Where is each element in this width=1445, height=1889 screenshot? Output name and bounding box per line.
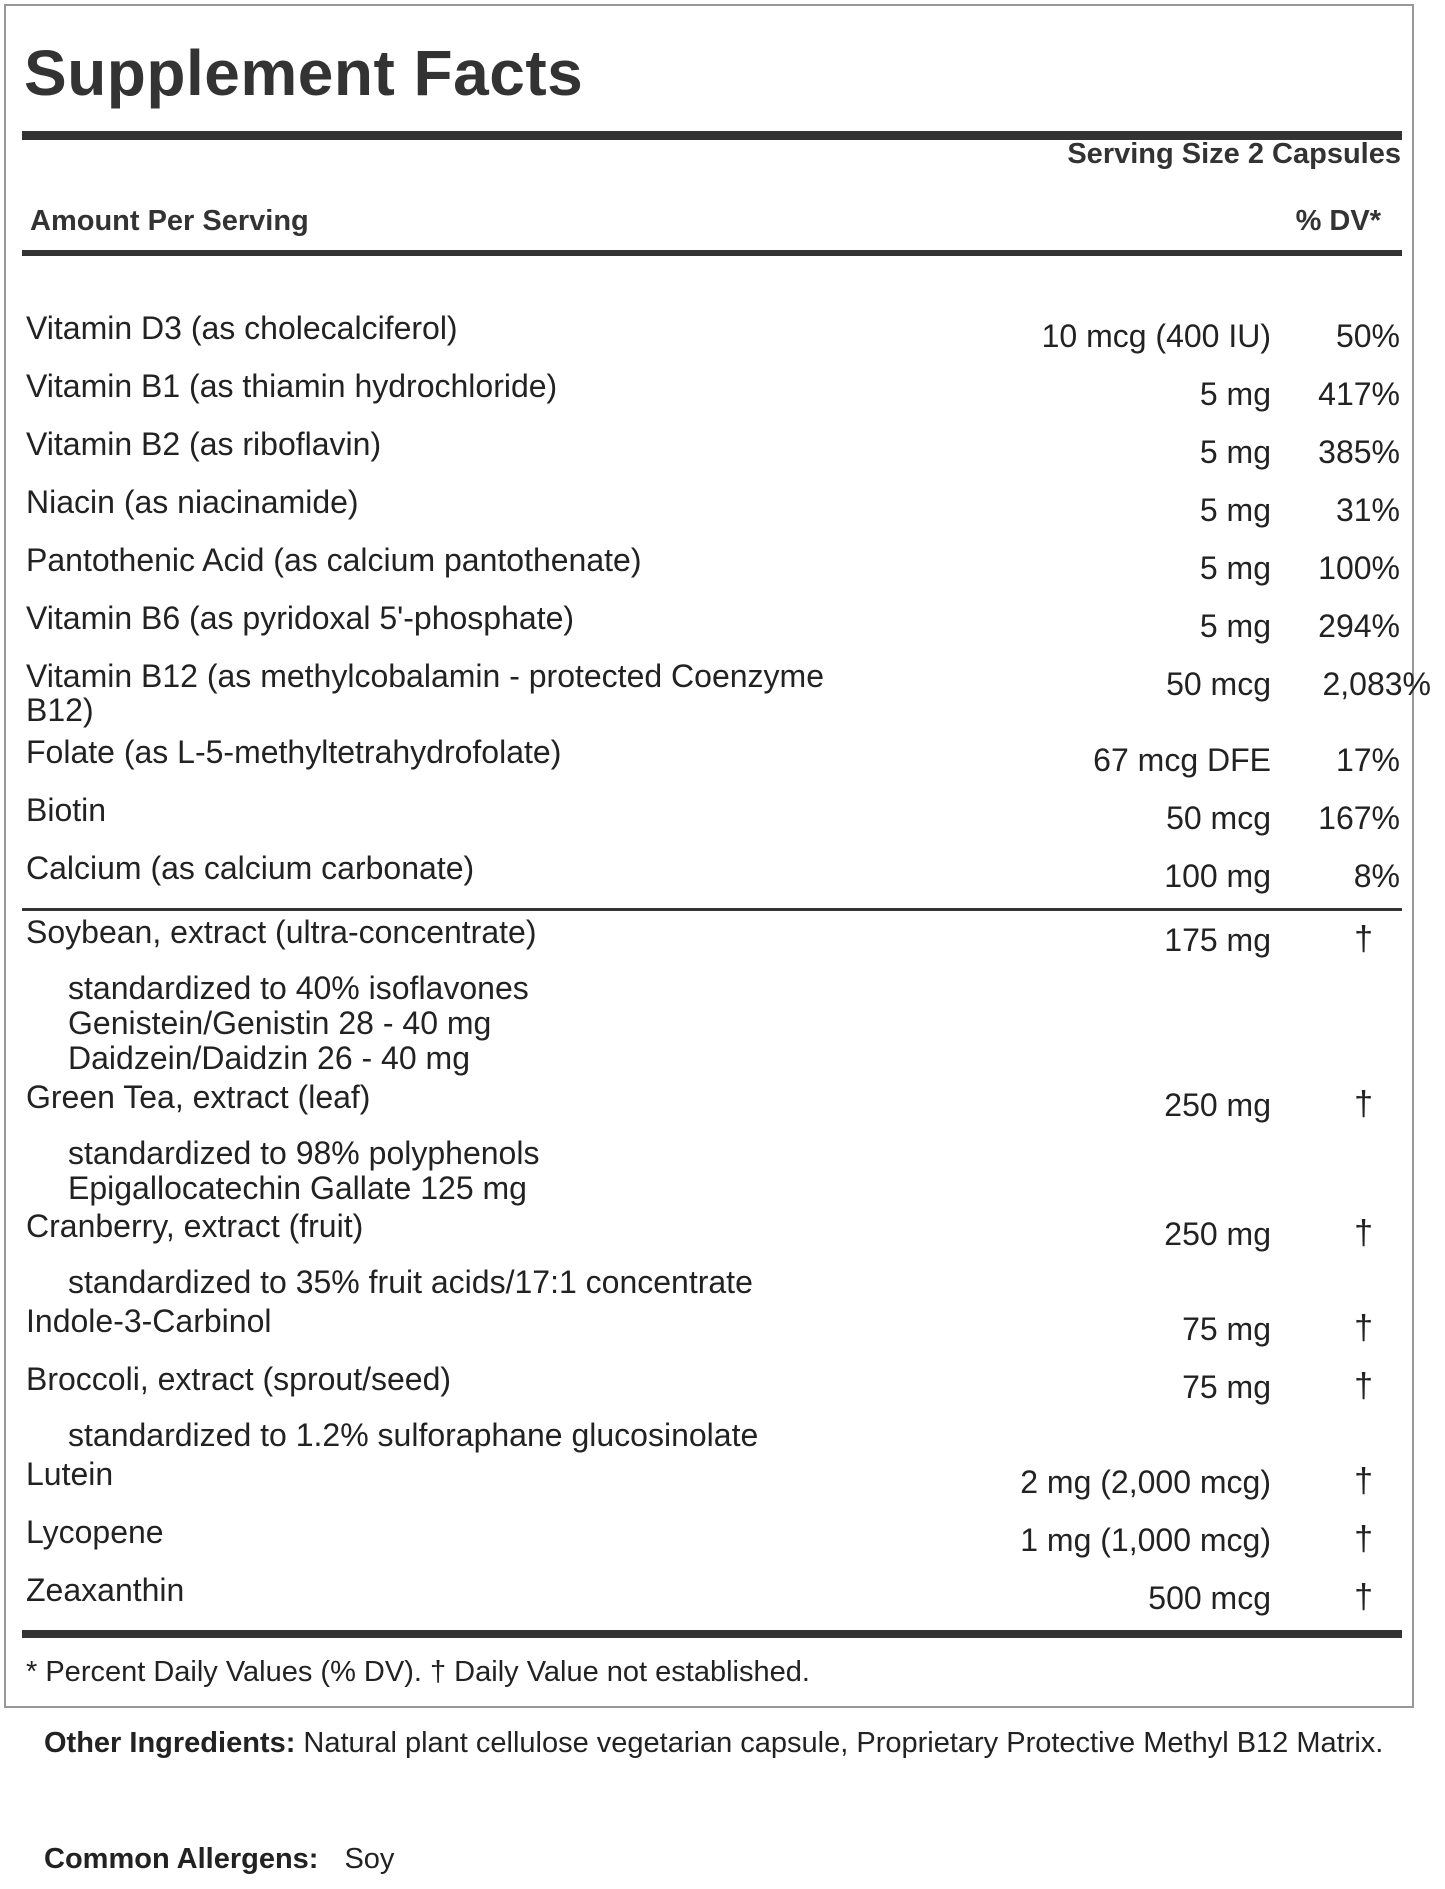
ingredient-detail: standardized to 40% isoflavones xyxy=(68,970,529,1006)
other-ingredients xyxy=(44,1720,1384,1766)
nutrient-row xyxy=(0,542,1445,600)
nutrient-amount: 5 mg xyxy=(1199,550,1271,586)
ingredient-amount: 1 mg (1,000 mcg) xyxy=(1020,1522,1271,1558)
ingredient-amount: 250 mg xyxy=(1164,1216,1271,1252)
nutrient-dv: 417% xyxy=(1318,376,1400,412)
nutrient-dv: 385% xyxy=(1318,434,1400,470)
ingredient-row xyxy=(0,1456,1445,1514)
nutrient-dv: 31% xyxy=(1335,492,1400,528)
nutrient-amount: 5 mg xyxy=(1199,492,1271,528)
ingredient-amount: 75 mg xyxy=(1182,1369,1271,1405)
ingredient-name: Lycopene xyxy=(26,1514,164,1550)
ingredient-name: Soybean, extract (ultra-concentrate) xyxy=(26,914,537,950)
ingredient-row xyxy=(0,1572,1445,1630)
nutrient-row xyxy=(0,792,1445,850)
ingredient-amount: 250 mg xyxy=(1164,1087,1271,1123)
dagger-mark: † xyxy=(1354,1520,1373,1558)
nutrient-name: Folate (as L-5-methyltetrahydrofolate) xyxy=(26,734,562,770)
nutrient-amount: 50 mcg xyxy=(1166,800,1271,836)
nutrient-row xyxy=(0,484,1445,542)
nutrient-name-continued: B12) xyxy=(26,692,94,728)
nutrient-amount: 10 mcg (400 IU) xyxy=(1041,318,1271,354)
dagger-mark: † xyxy=(1354,1309,1373,1347)
panel-title: Supplement Facts xyxy=(24,37,584,109)
allergens-label: Common Allergens: xyxy=(44,1843,319,1875)
ingredient-row xyxy=(0,1208,1445,1266)
nutrient-amount: 5 mg xyxy=(1199,376,1271,412)
ingredient-row xyxy=(0,1079,1445,1137)
ingredient-name: Zeaxanthin xyxy=(26,1572,185,1608)
nutrient-dv: 294% xyxy=(1318,608,1400,644)
nutrient-name: Vitamin B2 (as riboflavin) xyxy=(26,426,382,462)
ingredient-detail: standardized to 98% polyphenols xyxy=(68,1135,540,1171)
nutrient-dv: 50% xyxy=(1335,318,1400,354)
ingredient-name: Indole-3-Carbinol xyxy=(26,1303,272,1339)
nutrient-row xyxy=(0,310,1445,368)
ingredient-detail: Daidzein/Daidzin 26 - 40 mg xyxy=(68,1040,470,1076)
ingredient-row xyxy=(0,1514,1445,1572)
nutrient-row xyxy=(0,426,1445,484)
header-rule xyxy=(22,250,1402,256)
dagger-mark: † xyxy=(1354,1578,1373,1616)
amount-per-serving-header: Amount Per Serving xyxy=(30,205,309,237)
nutrient-row xyxy=(0,850,1445,908)
nutrient-row xyxy=(0,734,1445,792)
ingredient-name: Broccoli, extract (sprout/seed) xyxy=(26,1361,452,1397)
nutrient-row xyxy=(0,600,1445,658)
other-ingredients-text: Natural plant cellulose vegetarian capsule, Proprietary Protective Methyl B12 Matrix. xyxy=(295,1727,1384,1759)
bottom-thick-rule xyxy=(22,1630,1402,1638)
ingredient-amount: 2 mg (2,000 mcg) xyxy=(1020,1464,1271,1500)
nutrient-name: Biotin xyxy=(26,792,107,828)
nutrient-name: Calcium (as calcium carbonate) xyxy=(26,850,475,886)
ingredient-name: Lutein xyxy=(26,1456,114,1492)
allergens-text: Soy xyxy=(344,1843,395,1875)
serving-size: Serving Size 2 Capsules xyxy=(1067,138,1401,170)
ingredient-detail: Genistein/Genistin 28 - 40 mg xyxy=(68,1005,492,1041)
ingredient-amount: 500 mcg xyxy=(1148,1580,1271,1616)
ingredient-detail: standardized to 35% fruit acids/17:1 concentrate xyxy=(68,1264,753,1300)
ingredient-name: Green Tea, extract (leaf) xyxy=(26,1079,371,1115)
nutrient-amount: 5 mg xyxy=(1199,434,1271,470)
ingredient-row xyxy=(0,1303,1445,1361)
nutrient-amount: 100 mg xyxy=(1164,858,1271,894)
nutrient-name: Vitamin D3 (as cholecalciferol) xyxy=(26,310,458,346)
ingredient-amount: 175 mg xyxy=(1164,922,1271,958)
dv-header: % DV* xyxy=(1295,205,1381,237)
nutrient-name: Niacin (as niacinamide) xyxy=(26,484,359,520)
nutrient-dv: 8% xyxy=(1353,858,1400,894)
nutrient-name: Vitamin B12 (as methylcobalamin - protected Coenzyme xyxy=(26,658,824,694)
nutrient-name: Pantothenic Acid (as calcium pantothenate) xyxy=(26,542,642,578)
ingredient-detail: standardized to 1.2% sulforaphane glucosinolate xyxy=(68,1417,759,1453)
section-divider xyxy=(22,908,1402,911)
common-allergens xyxy=(44,1836,1384,1882)
nutrient-name: Vitamin B1 (as thiamin hydrochloride) xyxy=(26,368,558,404)
ingredient-row xyxy=(0,1361,1445,1419)
dagger-mark: † xyxy=(1354,1214,1373,1252)
dagger-mark: † xyxy=(1354,920,1373,958)
nutrient-dv: 2,083% xyxy=(1322,666,1431,702)
nutrient-row xyxy=(0,368,1445,426)
footnote: * Percent Daily Values (% DV). † Daily Value not established. xyxy=(26,1656,810,1688)
other-ingredients-label: Other Ingredients: xyxy=(44,1727,296,1759)
nutrient-amount: 5 mg xyxy=(1199,608,1271,644)
nutrient-amount: 50 mcg xyxy=(1166,666,1271,702)
ingredient-row xyxy=(0,914,1445,972)
nutrient-amount: 67 mcg DFE xyxy=(1093,742,1271,778)
dagger-mark: † xyxy=(1354,1367,1373,1405)
nutrient-row xyxy=(0,658,1445,730)
ingredient-detail: Epigallocatechin Gallate 125 mg xyxy=(68,1170,527,1206)
ingredient-amount: 75 mg xyxy=(1182,1311,1271,1347)
nutrient-dv: 17% xyxy=(1335,742,1400,778)
dagger-mark: † xyxy=(1354,1085,1373,1123)
nutrient-dv: 100% xyxy=(1318,550,1400,586)
nutrient-dv: 167% xyxy=(1318,800,1400,836)
ingredient-name: Cranberry, extract (fruit) xyxy=(26,1208,364,1244)
dagger-mark: † xyxy=(1354,1462,1373,1500)
nutrient-name: Vitamin B6 (as pyridoxal 5'-phosphate) xyxy=(26,600,575,636)
